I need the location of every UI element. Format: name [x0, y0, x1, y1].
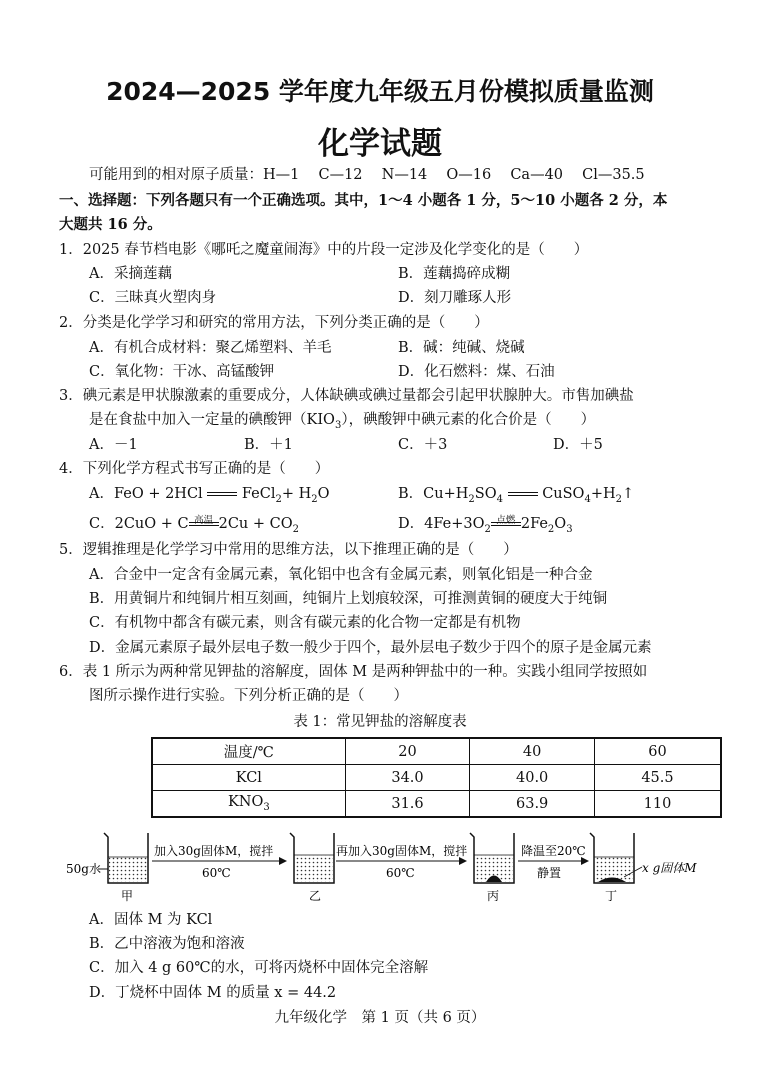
- section-heading-line1: 一、选择题：下列各题只有一个正确选项。其中，1～4 小题各 1 分，5～10 小题各 2 分，本: [59, 192, 668, 209]
- beaker-yi: [290, 833, 334, 883]
- q3-option-c: C．＋3: [398, 437, 448, 453]
- table-cell: 110: [594, 791, 721, 818]
- step1-label: 加入30g固体M，搅拌: [154, 844, 274, 858]
- page-footer: 九年级化学 第 1 页（共 6 页）: [274, 1010, 486, 1026]
- q3-option-b: B．＋1: [244, 437, 293, 453]
- step2-temp: 60℃: [386, 866, 415, 880]
- table-cell: 63.9: [470, 791, 595, 818]
- experiment-diagram: [0, 825, 760, 905]
- q3-option-a: A．－1: [89, 437, 138, 453]
- table-caption: 表 1：常见钾盐的溶解度表: [293, 714, 467, 730]
- q4-option-c: C．2CuO + C 高温 $2Cu + CO_2$: [89, 515, 299, 535]
- table-row: [152, 791, 721, 818]
- q1-option-c: C．三昧真火塑肉身: [89, 290, 217, 306]
- q6-option-c: C．加入 4 g 60℃的水，可将丙烧杯中固体完全溶解: [89, 960, 429, 976]
- step3-label: 降温至20℃: [521, 844, 586, 858]
- q3-option-d: D．＋5: [553, 437, 603, 453]
- q6-option-d: D．丁烧杯中固体 M 的质量 x = 44.2: [89, 985, 337, 1001]
- table-header-cell: 温度/℃: [152, 738, 345, 765]
- table-header-cell: 60: [594, 738, 721, 765]
- atomic-masses: 可能用到的相对原子质量：H—1 C—12 N—14 O—16 Ca—40 Cl—35.5: [89, 167, 645, 183]
- q5-option-c: C．有机物中都含有碳元素，则含有碳元素的化合物一定都是有机物: [89, 615, 521, 631]
- table-cell: 31.6: [345, 791, 470, 818]
- exam-subject: 化学试题: [318, 126, 442, 162]
- beaker-label-ding: 丁: [605, 889, 618, 903]
- q3-stem-line2: 是在食盐中加入一定量的碘酸钾$(KIO_3)$，碘酸钾中碘元素的化合价是（ ）: [89, 412, 596, 431]
- q1-option-d: D．刻刀雕琢人形: [398, 290, 512, 306]
- table-cell: 45.5: [594, 765, 721, 791]
- exam-title: 2024—2025 学年度九年级五月份模拟质量监测: [106, 77, 654, 106]
- q4-option-a: A．FeO + 2HCl FeCl$_2$+ $H_2O$: [89, 486, 330, 505]
- beaker-label-bing: 丙: [487, 889, 500, 903]
- step2-label: 再加入30g固体M，搅拌: [336, 844, 468, 858]
- q3-stem-line1: 3．碘元素是甲状腺激素的重要成分，人体缺碘或碘过量都会引起甲状腺肿大。市售加碘盐: [59, 388, 634, 404]
- q2-option-c: C．氧化物：干冰、高锰酸钾: [89, 364, 275, 380]
- q5-option-b: B．用黄铜片和纯铜片相互刻画，纯铜片上划痕较深，可推测黄铜的硬度大于纯铜: [89, 591, 608, 607]
- beaker-bing: [470, 833, 514, 883]
- q2-option-b: B．碱：纯碱、烧碱: [398, 340, 525, 356]
- q6-option-a: A．固体 M 为 KCl: [89, 912, 213, 928]
- q6-option-b: B．乙中溶液为饱和溶液: [89, 936, 245, 952]
- q2-option-a: A．有机合成材料：聚乙烯塑料、羊毛: [89, 340, 332, 356]
- q2-stem: 2．分类是化学学习和研究的常用方法，下列分类正确的是（ ）: [59, 315, 489, 331]
- beaker-jia: [104, 833, 148, 883]
- q6-stem-line1: 6．表 1 所示为两种常见钾盐的溶解度，固体 M 是两种钾盐中的一种。实践小组同学按照如: [59, 664, 648, 680]
- q4-stem: 4．下列化学方程式书写正确的是（ ）: [59, 461, 330, 477]
- table-header-cell: 20: [345, 738, 470, 765]
- q5-option-a: A．合金中一定含有金属元素，氧化铝中也含有金属元素，则氧化铝是一种合金: [89, 567, 593, 583]
- q4-option-b: B．$Cu+H_2SO_4$ $CuSO_4+H_2↑$: [398, 486, 635, 505]
- q1-stem: 1．2025 春节档电影《哪吒之魔童闹海》中的片段一定涉及化学变化的是（ ）: [59, 242, 589, 258]
- solid-label: x g固体M: [642, 861, 697, 875]
- table-cell: $KNO_3$: [152, 791, 345, 818]
- q1-option-a: A．采摘莲藕: [89, 266, 172, 282]
- beaker-label-jia: 甲: [121, 889, 134, 903]
- q6-stem-line2: 图所示操作进行实验。下列分析正确的是（ ）: [89, 688, 408, 704]
- beaker-label-yi: 乙: [309, 889, 322, 903]
- table-cell: 34.0: [345, 765, 470, 791]
- table-cell: 40.0: [470, 765, 595, 791]
- step3-condition: 静置: [537, 866, 562, 880]
- q1-option-b: B．莲藕捣碎成糊: [398, 266, 511, 282]
- water-label: 50g水: [66, 862, 101, 876]
- solubility-table: [151, 737, 722, 818]
- step1-temp: 60℃: [202, 866, 231, 880]
- table-row: [152, 738, 721, 765]
- table-header-cell: 40: [470, 738, 595, 765]
- table-cell: KCl: [152, 765, 345, 791]
- table-row: [152, 765, 721, 791]
- q4-option-d: D．$4Fe+3O_2$ 点燃 $2Fe_2O_3$: [398, 515, 573, 535]
- section-heading-line2: 大题共 16 分。: [59, 216, 162, 233]
- q5-stem: 5．逻辑推理是化学学习中常用的思维方法，以下推理正确的是（ ）: [59, 542, 518, 558]
- q5-option-d: D．金属元素原子最外层电子数一般少于四个，最外层电子数少于四个的原子是金属元素: [89, 640, 652, 656]
- q2-option-d: D．化石燃料：煤、石油: [398, 364, 555, 380]
